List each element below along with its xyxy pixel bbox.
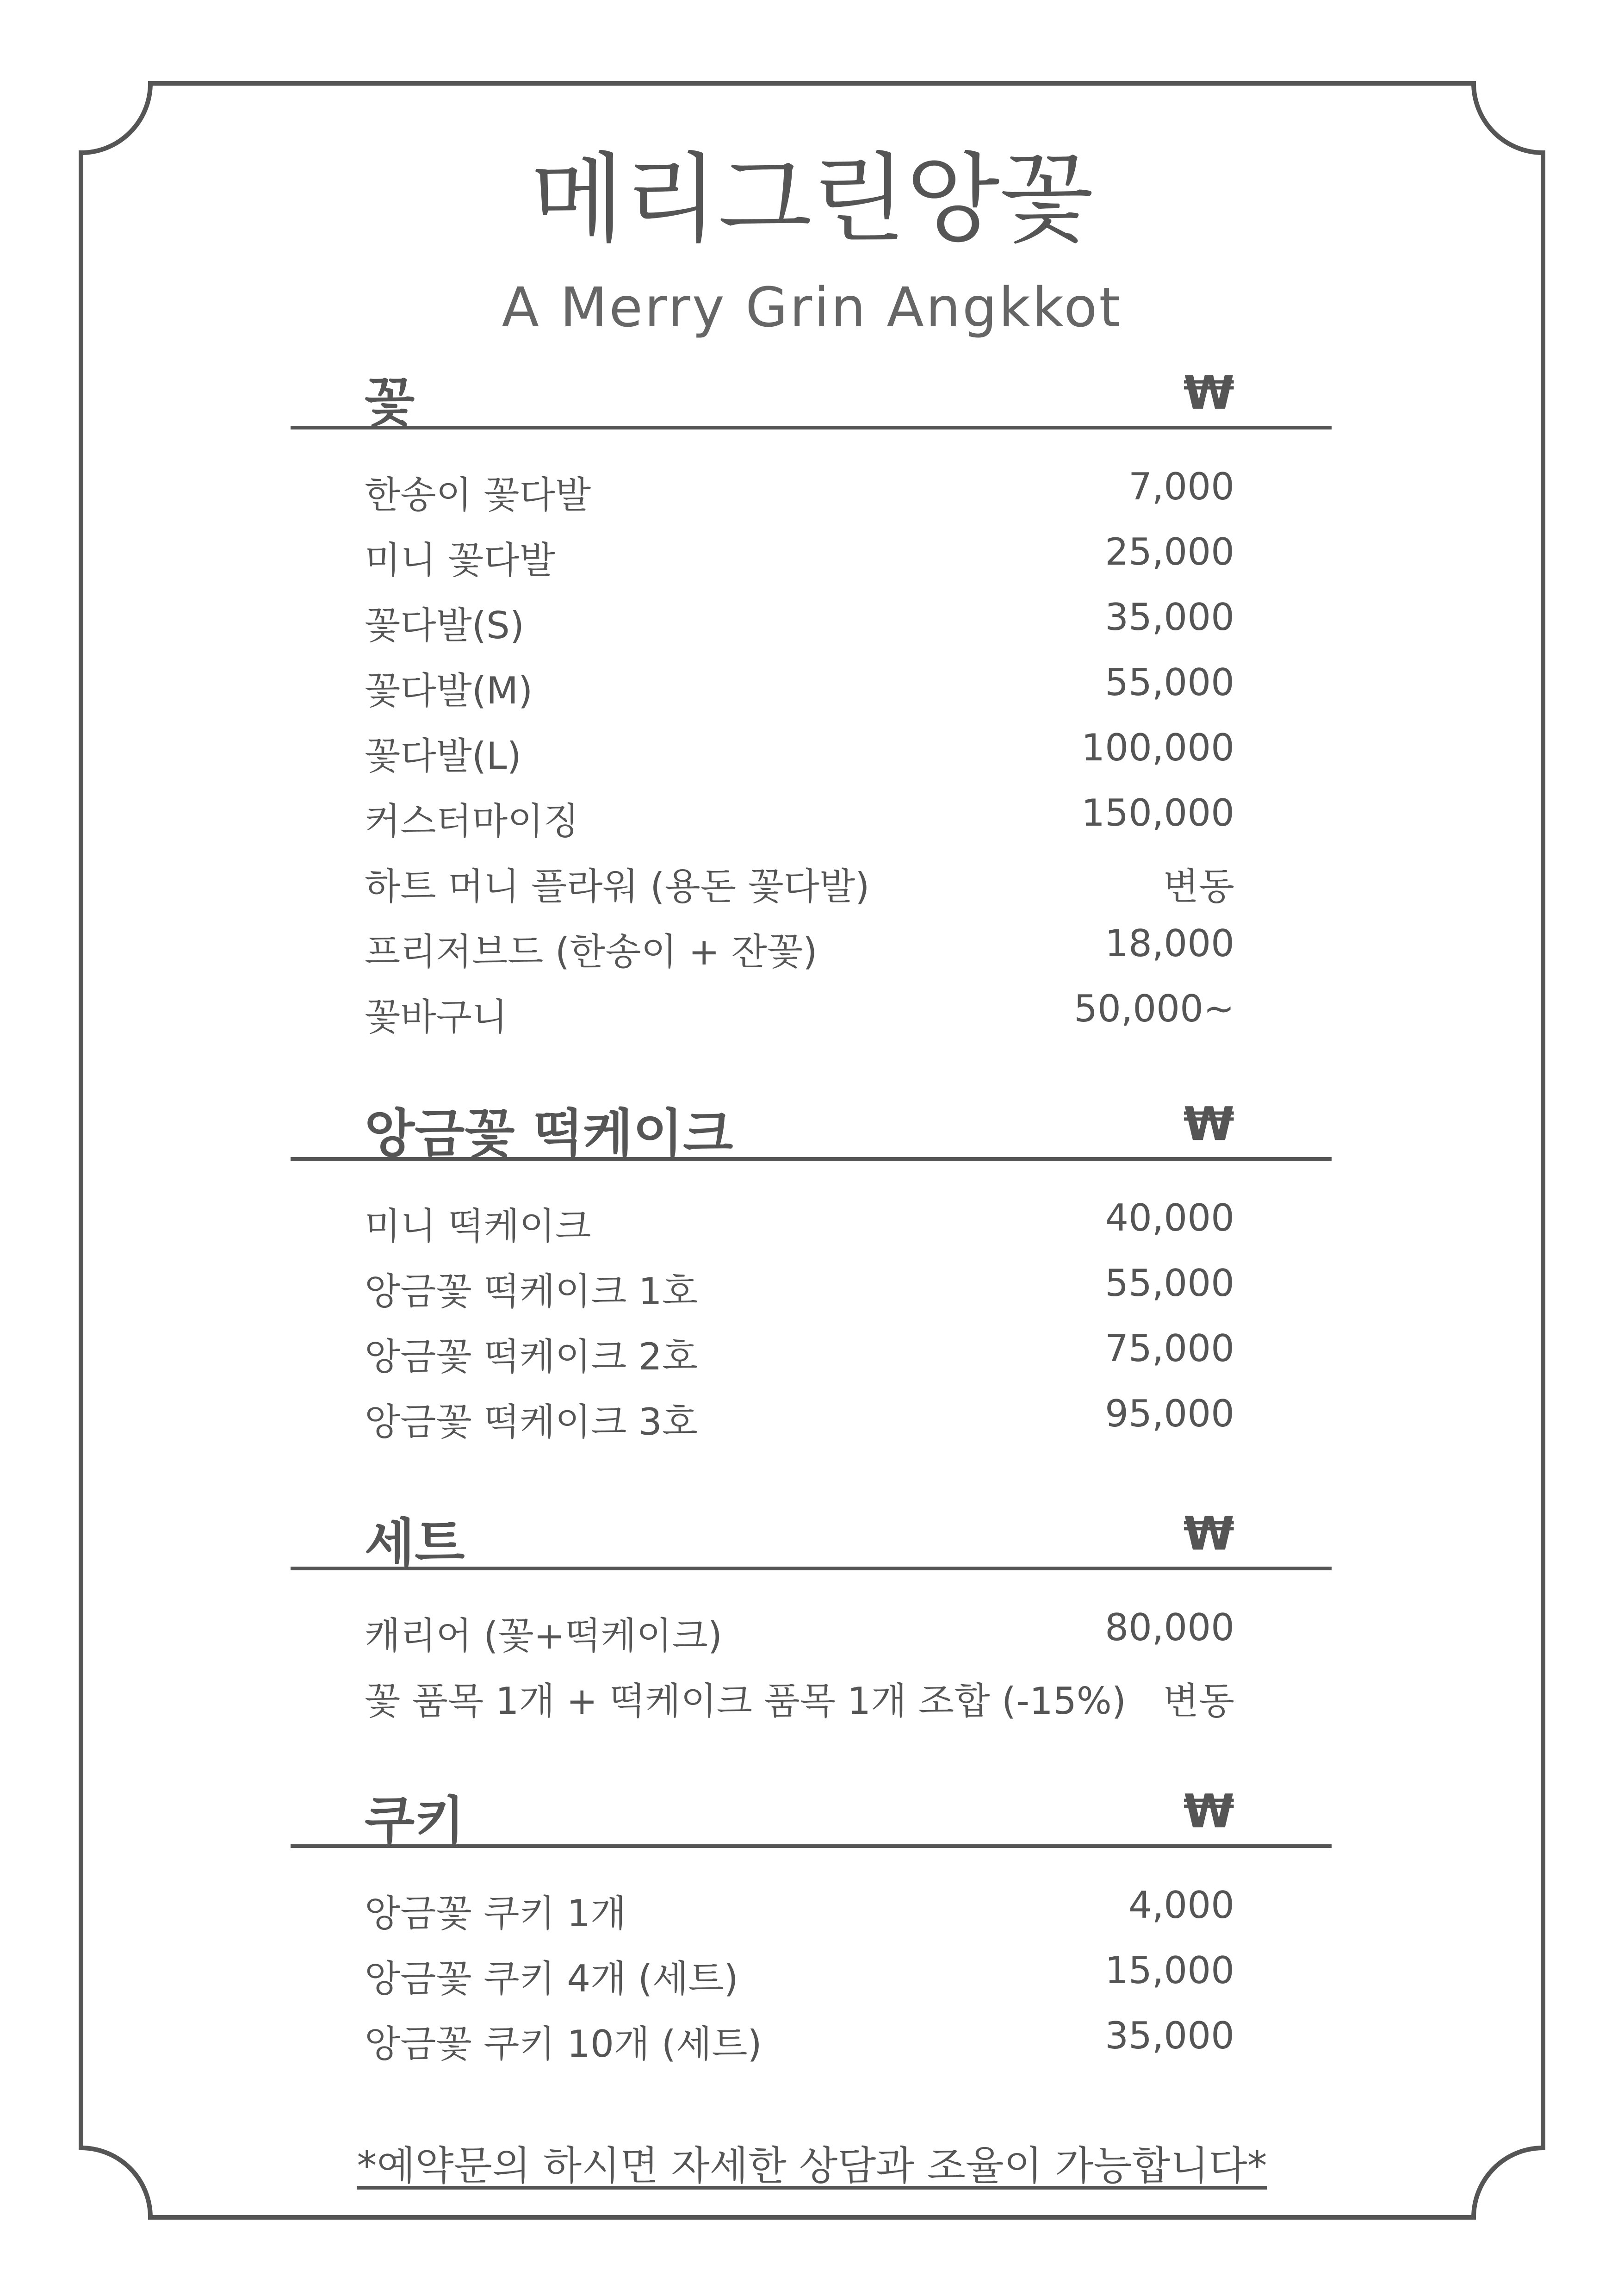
menu-item <box>365 2014 1234 2079</box>
menu-item-name: 프리저브드 (한송이 + 잔꽃) <box>365 930 818 973</box>
menu-item <box>365 1884 1234 1949</box>
menu-item <box>365 465 1234 530</box>
menu-item-price: 35,000 <box>1105 596 1234 639</box>
menu-item <box>365 1392 1234 1457</box>
menu-item-price: 25,000 <box>1105 530 1234 573</box>
menu-item <box>365 1196 1234 1262</box>
menu-item-name: 미니 꽃다발 <box>365 539 555 582</box>
menu-section-rice-cake <box>291 1078 1332 1444</box>
shop-title: 메리그린앙꽃 <box>530 143 1094 256</box>
menu-item <box>365 791 1234 857</box>
section-divider <box>291 1567 1332 1570</box>
currency-symbol: ₩ <box>1183 1506 1234 1561</box>
menu-item-price: 변동 <box>1163 865 1234 908</box>
menu-item <box>365 596 1234 661</box>
menu-item-name: 하트 머니 플라워 (용돈 꽃다발) <box>365 865 870 908</box>
menu-item-list <box>365 1884 1234 2079</box>
menu-item-list <box>365 465 1234 1052</box>
menu-item <box>365 661 1234 726</box>
menu-item-name: 꽃다발(M) <box>365 669 533 712</box>
menu-item-price: 18,000 <box>1105 922 1234 965</box>
section-divider <box>291 1844 1332 1848</box>
menu-item-name: 앙금꽃 떡케이크 1호 <box>365 1270 698 1313</box>
menu-item <box>365 857 1234 922</box>
menu-item <box>365 1606 1234 1671</box>
section-divider <box>291 1157 1332 1161</box>
menu-item-name: 앙금꽃 쿠키 1개 <box>365 1892 626 1935</box>
menu-item-price: 80,000 <box>1105 1606 1234 1649</box>
section-title: 쿠키 <box>365 1791 465 1851</box>
menu-item-price: 7,000 <box>1128 465 1234 508</box>
menu-item-name: 꽃 품목 1개 + 떡케이크 품목 1개 조합 (-15%) <box>365 1680 1127 1723</box>
menu-item-list <box>365 1196 1234 1457</box>
menu-item <box>365 1671 1234 1736</box>
menu-section-cookie <box>291 1766 1332 2066</box>
menu-section-flowers <box>291 347 1332 1039</box>
menu-item-price: 50,000~ <box>1074 987 1234 1030</box>
menu-item-name: 앙금꽃 쿠키 10개 (세트) <box>365 2022 762 2066</box>
menu-item-name: 꽃바구니 <box>365 996 508 1039</box>
shop-subtitle: A Merry Grin Angkkot <box>502 275 1122 339</box>
section-header <box>291 1488 1332 1574</box>
menu-item-name: 한송이 꽃다발 <box>365 473 591 516</box>
section-title: 세트 <box>365 1513 465 1574</box>
menu-item-price: 55,000 <box>1105 1262 1234 1305</box>
menu-item <box>365 1262 1234 1327</box>
section-header <box>291 1766 1332 1851</box>
menu-item-price: 35,000 <box>1105 2014 1234 2057</box>
menu-item-price: 40,000 <box>1105 1196 1234 1239</box>
menu-item-price: 변동 <box>1163 1680 1234 1723</box>
section-title: 앙금꽃 떡케이크 <box>365 1104 733 1164</box>
menu-item-price: 100,000 <box>1081 726 1234 769</box>
section-header <box>291 1078 1332 1164</box>
menu-item-name: 꽃다발(S) <box>365 604 525 647</box>
section-title: 꽃 <box>365 373 415 433</box>
menu-item-price: 15,000 <box>1105 1949 1234 1992</box>
currency-symbol: ₩ <box>1183 1784 1234 1838</box>
menu-item <box>365 530 1234 596</box>
menu-item-price: 95,000 <box>1105 1392 1234 1435</box>
menu-item-name: 앙금꽃 떡케이크 3호 <box>365 1400 698 1444</box>
currency-symbol: ₩ <box>1183 1097 1234 1151</box>
menu-item <box>365 726 1234 791</box>
menu-section-set <box>291 1488 1332 1723</box>
menu-item <box>365 922 1234 987</box>
menu-item <box>365 1327 1234 1392</box>
menu-item-price: 55,000 <box>1105 661 1234 704</box>
menu-item-name: 꽃다발(L) <box>365 734 521 778</box>
currency-symbol: ₩ <box>1183 366 1234 420</box>
menu-item-price: 150,000 <box>1081 791 1234 834</box>
section-header <box>291 347 1332 433</box>
menu-item-price: 75,000 <box>1105 1327 1234 1370</box>
menu-item <box>365 1949 1234 2014</box>
menu-item-name: 미니 떡케이크 <box>365 1205 591 1248</box>
menu-item-name: 캐리어 (꽃+떡케이크) <box>365 1614 723 1657</box>
menu-item-name: 앙금꽃 쿠키 4개 (세트) <box>365 1957 738 2000</box>
menu-item-name: 앙금꽃 떡케이크 2호 <box>365 1335 698 1378</box>
menu-item-price: 4,000 <box>1128 1884 1234 1927</box>
menu-item-name: 커스터마이징 <box>365 800 579 843</box>
menu-item-list <box>365 1606 1234 1736</box>
section-divider <box>291 426 1332 429</box>
reservation-note: *예약문의 하시면 자세한 상담과 조율이 가능합니다* <box>357 2143 1267 2189</box>
menu-item <box>365 987 1234 1052</box>
